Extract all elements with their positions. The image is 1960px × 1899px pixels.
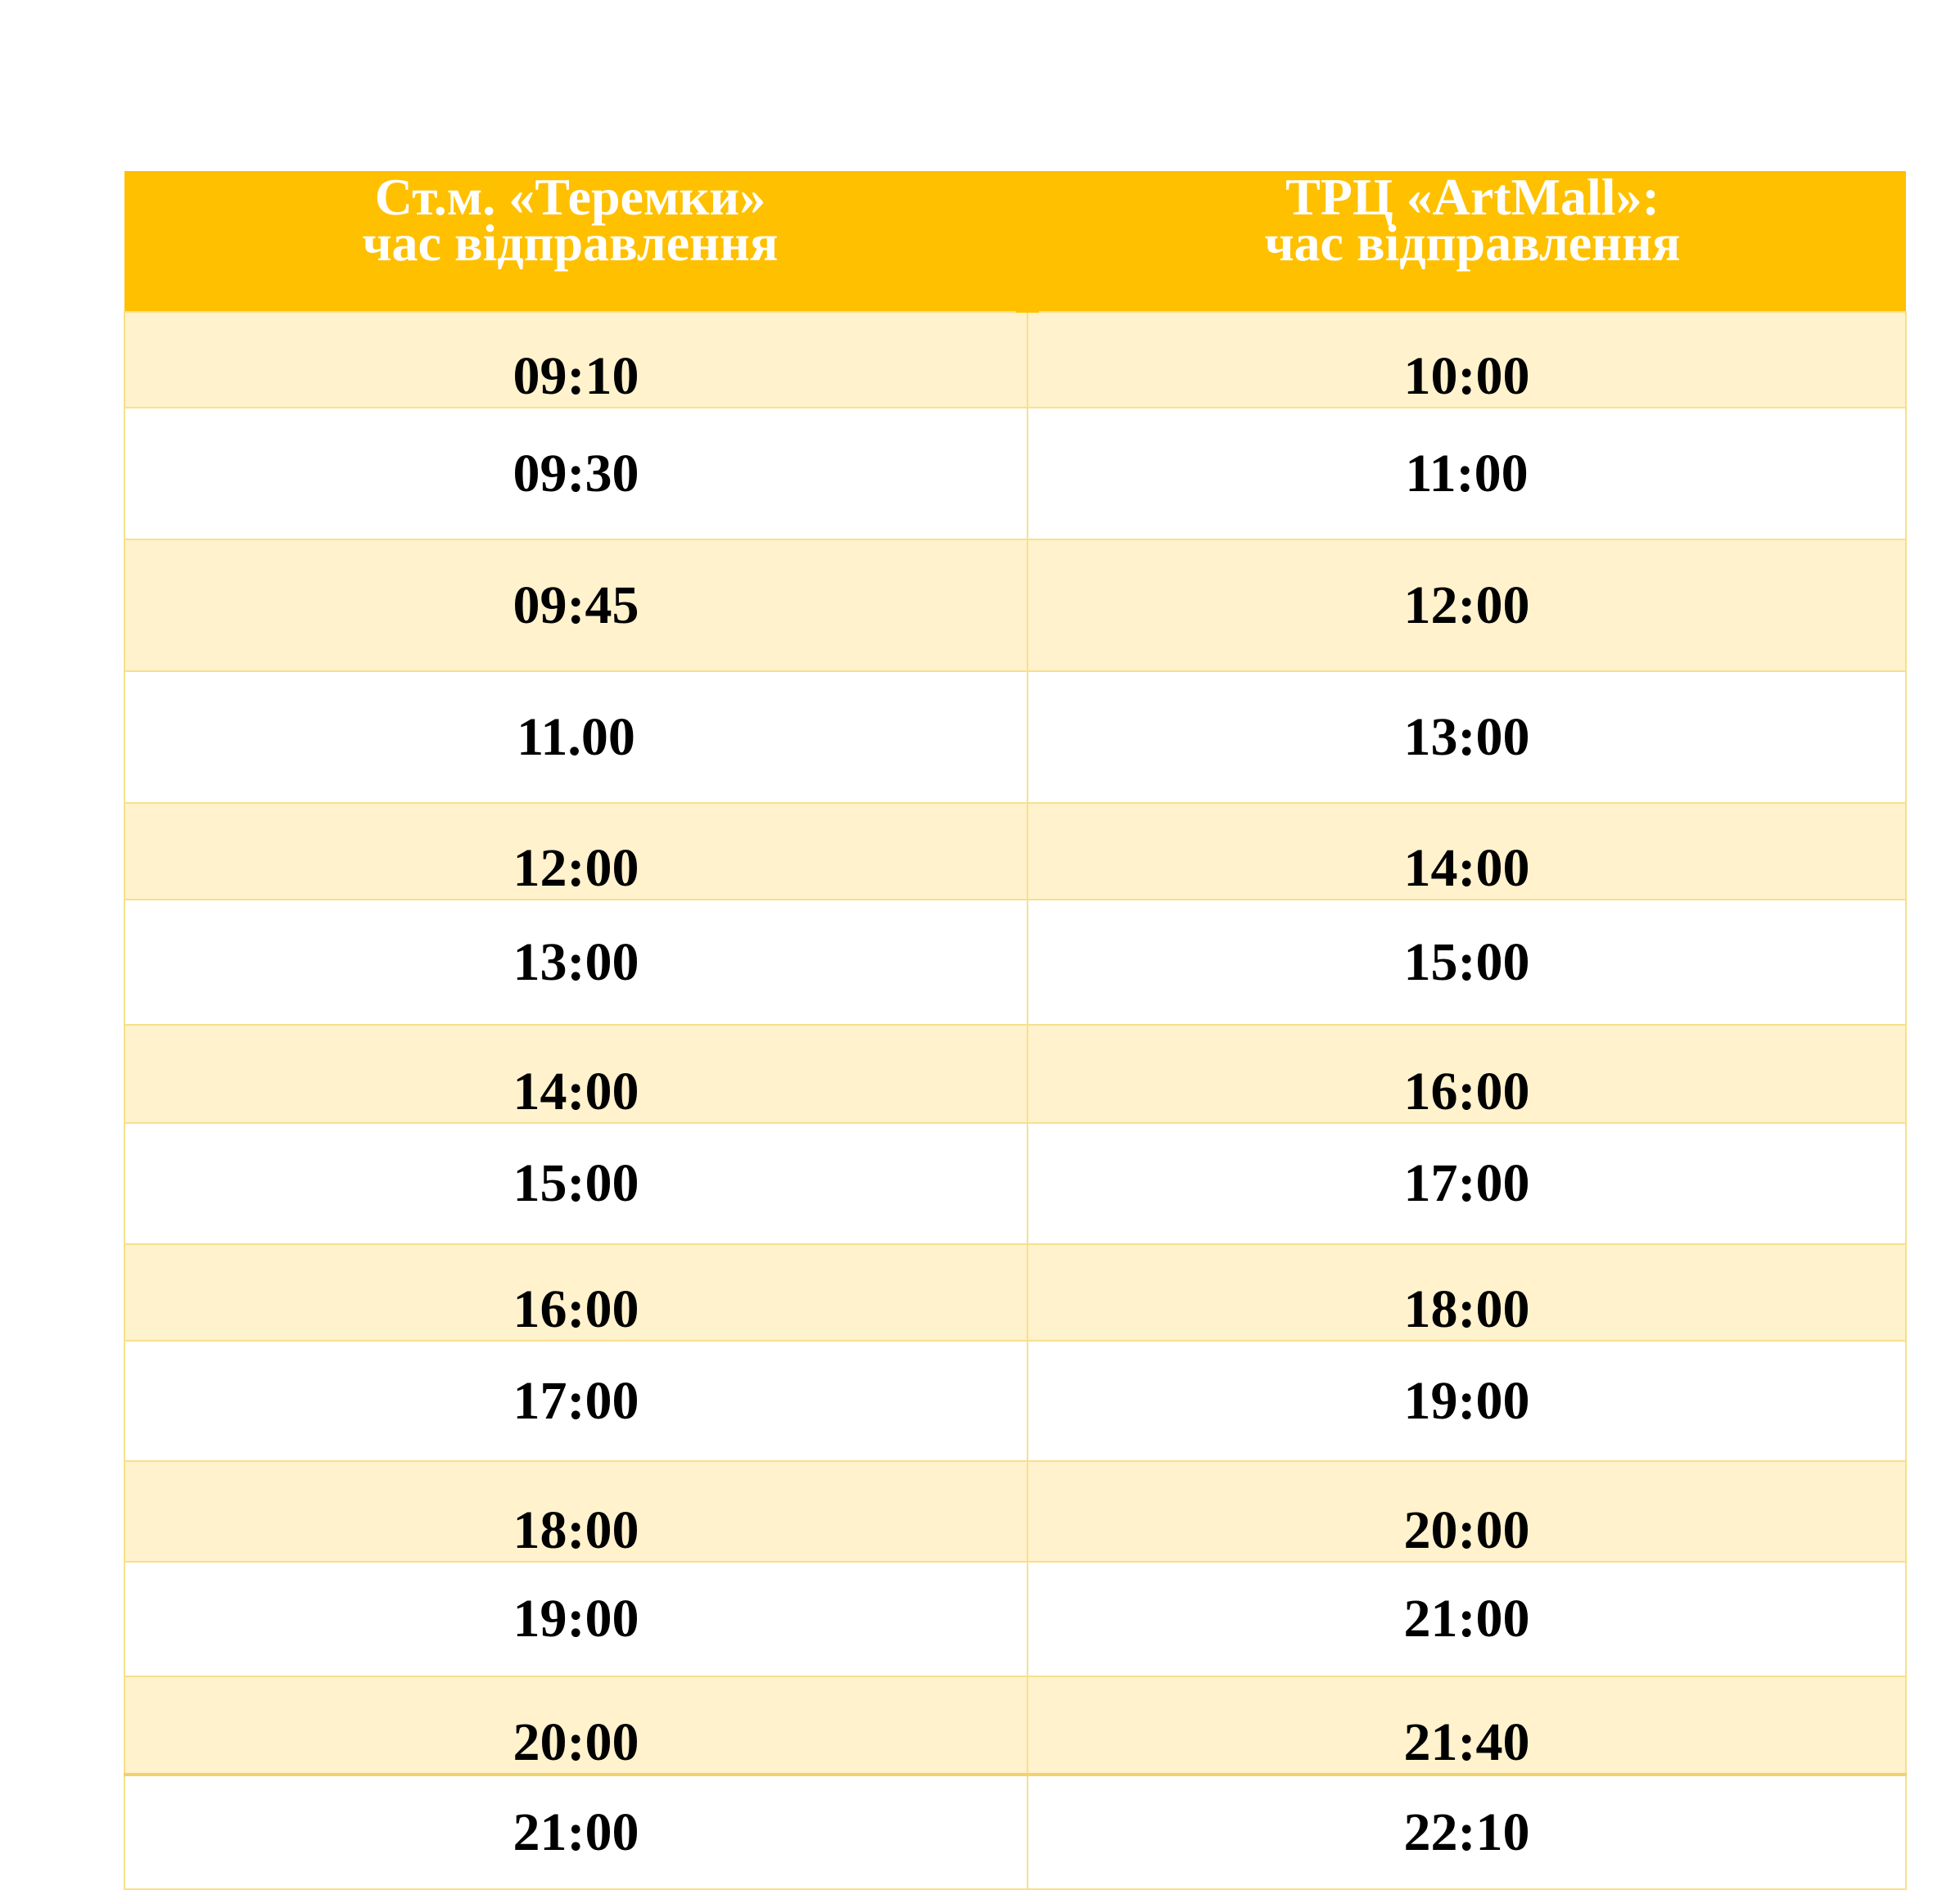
schedule-table: [124, 168, 1907, 1890]
teremky-time: 13:00: [124, 900, 1027, 1025]
header-artmall-subtitle: час відправлення: [1264, 214, 1681, 272]
artmall-time: 22:10: [1027, 1775, 1906, 1889]
table-row: [124, 1025, 1906, 1123]
table-row: [124, 1123, 1906, 1244]
header-artmall-title: ТРЦ «ArtMall»:: [1285, 168, 1660, 226]
teremky-time: 11.00: [124, 671, 1027, 803]
table-row: [124, 1461, 1906, 1562]
teremky-time: 16:00: [124, 1244, 1027, 1341]
artmall-time: 21:00: [1027, 1562, 1906, 1676]
header-artmall: [1027, 168, 1906, 312]
header-teremky-subtitle: час відправлення: [362, 214, 779, 272]
header-row: [124, 171, 1906, 312]
artmall-time: 18:00: [1027, 1244, 1906, 1341]
artmall-time: 20:00: [1027, 1461, 1906, 1562]
table-row: [124, 1676, 1906, 1775]
table-row: [124, 900, 1906, 1025]
table-row: [124, 408, 1906, 539]
table-row: [124, 312, 1906, 408]
teremky-time: 09:10: [124, 312, 1027, 408]
artmall-time: 12:00: [1027, 539, 1906, 671]
teremky-time: 09:45: [124, 539, 1027, 671]
teremky-time: 21:00: [124, 1775, 1027, 1889]
table-row: [124, 803, 1906, 900]
artmall-time: 13:00: [1027, 671, 1906, 803]
table-row: [124, 1562, 1906, 1676]
teremky-time: 17:00: [124, 1341, 1027, 1461]
table-row: [124, 1341, 1906, 1461]
teremky-time: 15:00: [124, 1123, 1027, 1244]
teremky-time: 12:00: [124, 803, 1027, 900]
table-row: [124, 1775, 1906, 1889]
teremky-time: 18:00: [124, 1461, 1027, 1562]
artmall-time: 11:00: [1027, 408, 1906, 539]
teremky-time: 19:00: [124, 1562, 1027, 1676]
teremky-time: 20:00: [124, 1676, 1027, 1775]
teremky-time: 09:30: [124, 408, 1027, 539]
artmall-time: 19:00: [1027, 1341, 1906, 1461]
artmall-time: 16:00: [1027, 1025, 1906, 1123]
table-row: [124, 539, 1906, 671]
artmall-time: 15:00: [1027, 900, 1906, 1025]
artmall-time: 14:00: [1027, 803, 1906, 900]
teremky-time: 14:00: [124, 1025, 1027, 1123]
header-teremky-title: Ст.м. «Теремки»: [374, 168, 766, 226]
artmall-time: 17:00: [1027, 1123, 1906, 1244]
table-row: [124, 1244, 1906, 1341]
artmall-time: 21:40: [1027, 1676, 1906, 1775]
artmall-time: 10:00: [1027, 312, 1906, 408]
table-row: [124, 671, 1906, 803]
header-teremky: [124, 168, 1027, 312]
